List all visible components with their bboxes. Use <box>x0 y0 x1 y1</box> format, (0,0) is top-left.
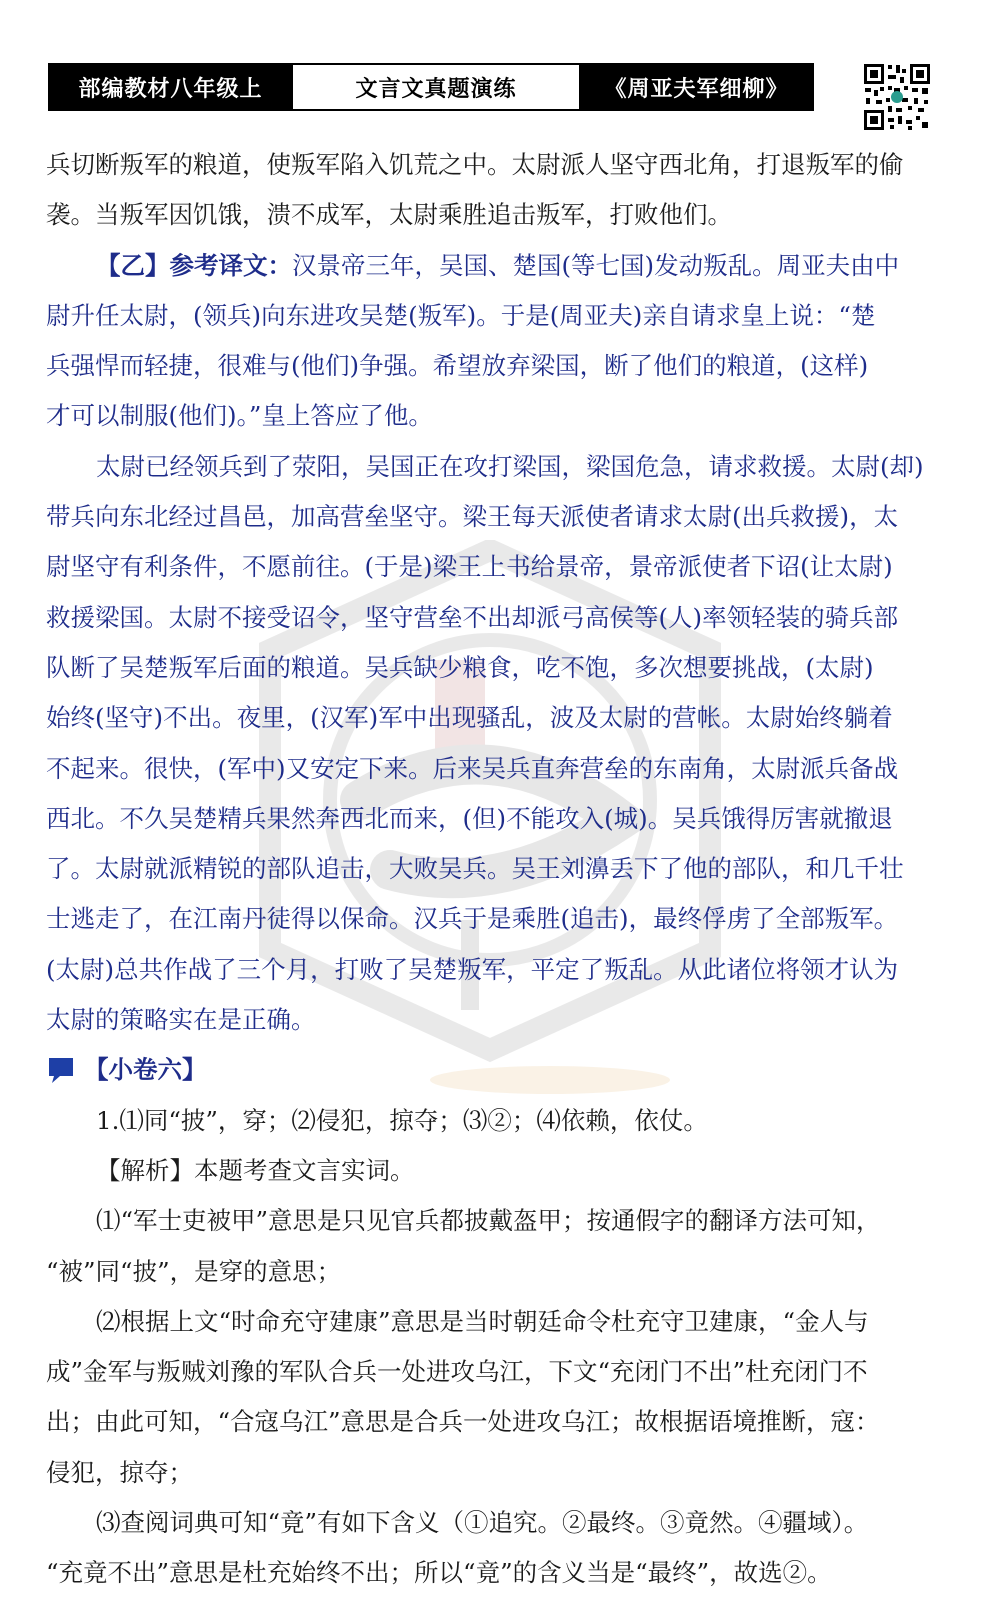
text-line: 侵犯，掠夺； <box>46 1457 193 1487</box>
text-line: “被”同“披”，是穿的意思； <box>46 1256 342 1286</box>
text-line: 队断了吴楚叛军后面的粮道。吴兵缺少粮食，吃不饱，多次想要挑战，(太尉) <box>46 652 874 682</box>
section-heading <box>46 1045 942 1095</box>
speech-bubble-icon <box>46 1055 76 1085</box>
text-line: 成”金军与叛贼刘豫的军队合兵一处进攻乌江，下文“充闭门不出”杜充闭门不 <box>46 1357 868 1387</box>
header-textbook-label: 部编教材八年级上 <box>50 65 291 109</box>
qr-code-icon <box>862 62 932 132</box>
section-heading-text: 【小卷六】 <box>84 1055 207 1085</box>
translation-label: 【乙】参考译文： <box>96 250 292 280</box>
text-line: 袭。当叛军因饥饿，溃不成军，太尉乘胜追击叛军，打败他们。 <box>46 200 732 230</box>
text-line <box>46 241 942 291</box>
text-line: ⑶查阅词典可知“竟”有如下含义（①追究。②最终。③竟然。④疆域）。 <box>96 1508 869 1538</box>
text-line: 【解析】本题考查文言实词。 <box>96 1155 415 1185</box>
text-line: 始终(坚守)不出。夜里，(汉军)军中出现骚乱，波及太尉的营帐。太尉始终躺着 <box>46 703 893 733</box>
text-line: 士逃走了，在江南丹徒得以保命。汉兵于是乘胜(追击)，最终俘虏了全部叛军。 <box>46 904 899 934</box>
text-line: 了。太尉就派精锐的部队追击，大败吴兵。吴王刘濞丢下了他的部队，和几千壮 <box>46 854 904 884</box>
text-line: ⑵根据上文“时命充守建康”意思是当时朝廷命令杜充守卫建康，“金人与 <box>96 1306 869 1336</box>
text-line: 太尉的策略实在是正确。 <box>46 1005 316 1035</box>
text-line: 出；由此可知，“合寇乌江”意思是合兵一处进攻乌江；故根据语境推断，寇： <box>46 1407 880 1437</box>
document-body <box>46 140 942 1599</box>
page-header <box>48 63 814 111</box>
text-line: (太尉)总共作战了三个月，打败了吴楚叛军，平定了叛乱。从此诸位将领才认为 <box>46 954 899 984</box>
text-line: 带兵向东北经过昌邑，加高营垒坚守。梁王每天派使者请求太尉(出兵救援)，太 <box>46 502 899 532</box>
header-topic-label: 文言文真题演练 <box>291 65 581 109</box>
text-line: 西北。不久吴楚精兵果然奔西北而来，(但)不能攻入(城)。吴兵饿得厉害就撤退 <box>46 803 893 833</box>
header-lesson-title: 《周亚夫军细柳》 <box>581 65 812 109</box>
text-line-content: 汉景帝三年，吴国、楚国(等七国)发动叛乱。周亚夫由中 <box>292 250 900 280</box>
text-line: 兵强悍而轻捷，很难与(他们)争强。希望放弃梁国，断了他们的粮道，(这样) <box>46 351 869 381</box>
text-line: 尉升任太尉，(领兵)向东进攻吴楚(叛军)。于是(周亚夫)亲自请求皇上说：“楚 <box>46 300 876 330</box>
text-line: 1.⑴同“披”，穿；⑵侵犯，掠夺；⑶②；⑷依赖，依仗。 <box>96 1105 708 1135</box>
text-line: 尉坚守有利条件，不愿前往。(于是)梁王上书给景帝，景帝派使者下诏(让太尉) <box>46 552 893 582</box>
text-line: 救援梁国。太尉不接受诏令，坚守营垒不出却派弓高侯等(人)率领轻装的骑兵部 <box>46 602 899 632</box>
text-line: ⑴“军士吏被甲”意思是只见官兵都披戴盔甲；按通假字的翻译方法可知， <box>96 1206 881 1236</box>
text-line: 兵切断叛军的粮道，使叛军陷入饥荒之中。太尉派人坚守西北角，打退叛军的偷 <box>46 150 904 179</box>
text-line: 才可以制服(他们)。”皇上答应了他。 <box>46 401 433 431</box>
text-line: 不起来。很快，(军中)又安定下来。后来吴兵直奔营垒的东南角，太尉派兵备战 <box>46 753 899 783</box>
text-line: “充竟不出”意思是杜充始终不出；所以“竟”的含义当是“最终”，故选②。 <box>46 1558 832 1588</box>
text-line: 太尉已经领兵到了荥阳，吴国正在攻打梁国，梁国危急，请求救援。太尉(却) <box>96 451 924 481</box>
